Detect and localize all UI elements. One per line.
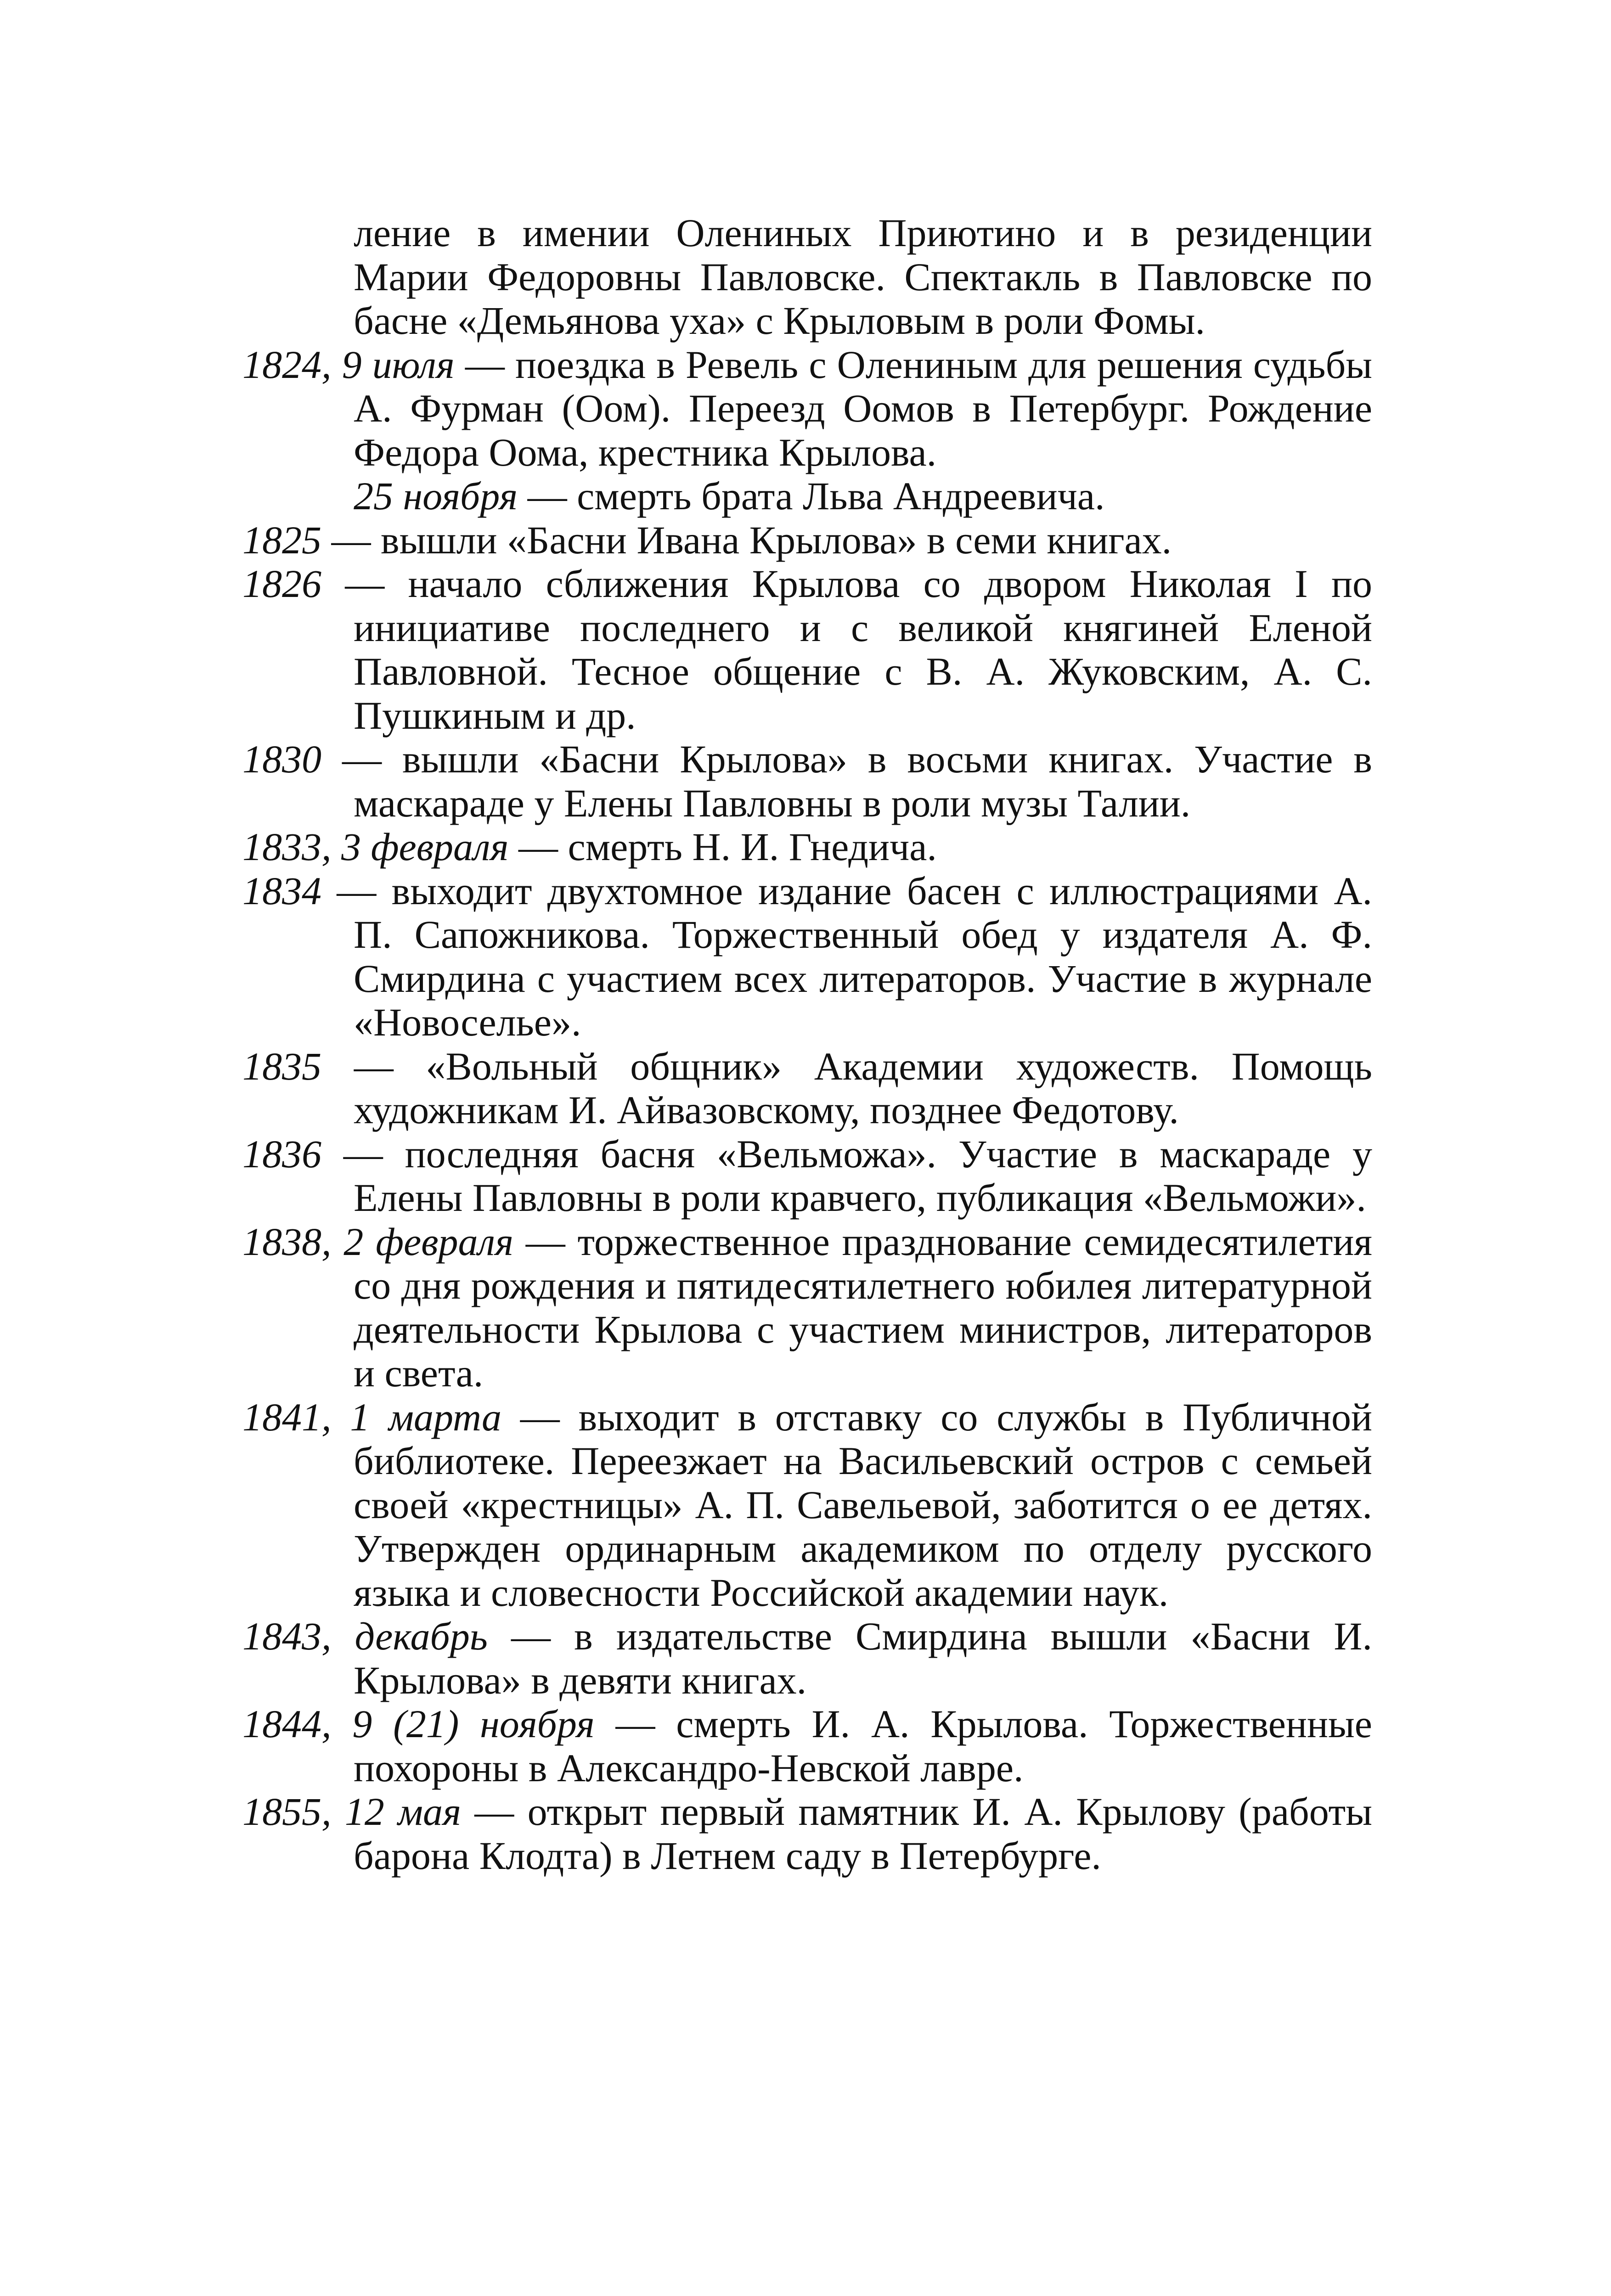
entry-text: — поездка в Ревель с Олениным для решения судьбы А. Фурман (Оом). Переезд Оомов в Петербург. Рождение Федора Оома, крестника Крылова.	[354, 342, 1372, 474]
entry-text: — смерть Н. И. Гнедича.	[508, 825, 937, 869]
chronology-entry	[242, 737, 1372, 825]
entry-date: 1855, 12 мая	[242, 1790, 461, 1834]
entry-text: — начало сближения Крылова со двором Николая I по инициативе последнего и с великой княгиней Еленой Павловной. Тесное общение с В. А. Жуковским, А. С. Пушкиным и др.	[321, 562, 1372, 737]
chronology-entry	[242, 211, 1372, 343]
entry-text: — последняя басня «Вельможа». Участие в маскараде у Елены Павловны в роли кравчего, публикация «Вельможи».	[321, 1131, 1372, 1220]
entry-date: 1834	[242, 868, 321, 913]
entry-date: 25 ноября	[354, 474, 518, 518]
entry-text: — торжественное празднование семидесятилетия со дня рождения и пятидесятилетнего юбилея литературной деятельности Крылова с участием министров, литераторов и света.	[354, 1219, 1372, 1395]
entry-date: 1838, 2 февраля	[242, 1219, 513, 1264]
chronology-entry	[242, 1790, 1372, 1878]
entry-text: — вышли «Басни Ивана Крылова» в семи книгах.	[321, 518, 1172, 562]
entry-text: — смерть брата Льва Андреевича.	[518, 474, 1105, 518]
chronology-entry	[242, 1615, 1372, 1702]
chronology-entry	[242, 1220, 1372, 1396]
chronology-entry	[242, 1702, 1372, 1790]
entry-date: 1841, 1 марта	[242, 1395, 501, 1439]
entry-text: ление в имении Олениных Приютино и в резиденции Марии Федоровны Павловске. Спектакль в Павловске по басне «Демьянова уха» с Крыловым в роли Фомы.	[354, 211, 1372, 343]
entry-date: 1843, декабрь	[242, 1614, 488, 1658]
entry-text: — выходит двухтомное издание басен с иллюстрациями А. П. Сапожникова. Торжественный обед у издателя А. Ф. Смирдина с участием всех литераторов. Участие в журнале «Новоселье».	[321, 868, 1372, 1044]
entry-text: — вышли «Басни Крылова» в восьми книгах. Участие в маскараде у Елены Павловны в роли музы Талии.	[321, 737, 1372, 825]
entry-text: — смерть И. А. Крылова. Торжественные похороны в Александро-Невской лавре.	[354, 1702, 1372, 1790]
chronology-entry	[242, 474, 1372, 518]
chronology-entry	[242, 1045, 1372, 1132]
chronology-entry	[242, 825, 1372, 869]
chronology-entry	[242, 1132, 1372, 1220]
chronology-entry	[242, 1396, 1372, 1615]
entry-text: — открыт первый памятник И. А. Крылову (работы барона Клодта) в Летнем саду в Петербурге.	[354, 1790, 1372, 1878]
entry-text: — в издательстве Смирдина вышли «Басни И. Крылова» в девяти книгах.	[354, 1614, 1372, 1702]
entry-date: 1836	[242, 1131, 321, 1176]
entry-date: 1844, 9 (21) ноября	[242, 1702, 595, 1746]
entry-date: 1835	[242, 1044, 321, 1088]
chronology-entry	[242, 518, 1372, 563]
chronology-entry	[242, 869, 1372, 1045]
chronology-entry	[242, 343, 1372, 475]
entry-date: 1826	[242, 562, 321, 606]
entry-date: 1824, 9 июля	[242, 342, 455, 387]
entry-date: 1825	[242, 518, 321, 562]
entry-date: 1830	[242, 737, 321, 781]
chronology-text	[242, 211, 1372, 1878]
entry-date: 1833, 3 февраля	[242, 825, 509, 869]
entry-text: — выходит в отставку со службы в Публичной библиотеке. Переезжает на Васильевский остров с семьей своей «крестницы» А. П. Савельевой, заботится о ее детях. Утвержден ординарным академиком по отделу русского языка и словесности Российской академии наук.	[354, 1395, 1372, 1615]
chronology-entry	[242, 562, 1372, 737]
entry-text: — «Вольный общник» Академии художеств. Помощь художникам И. Айвазовскому, позднее Федотову.	[321, 1044, 1372, 1132]
